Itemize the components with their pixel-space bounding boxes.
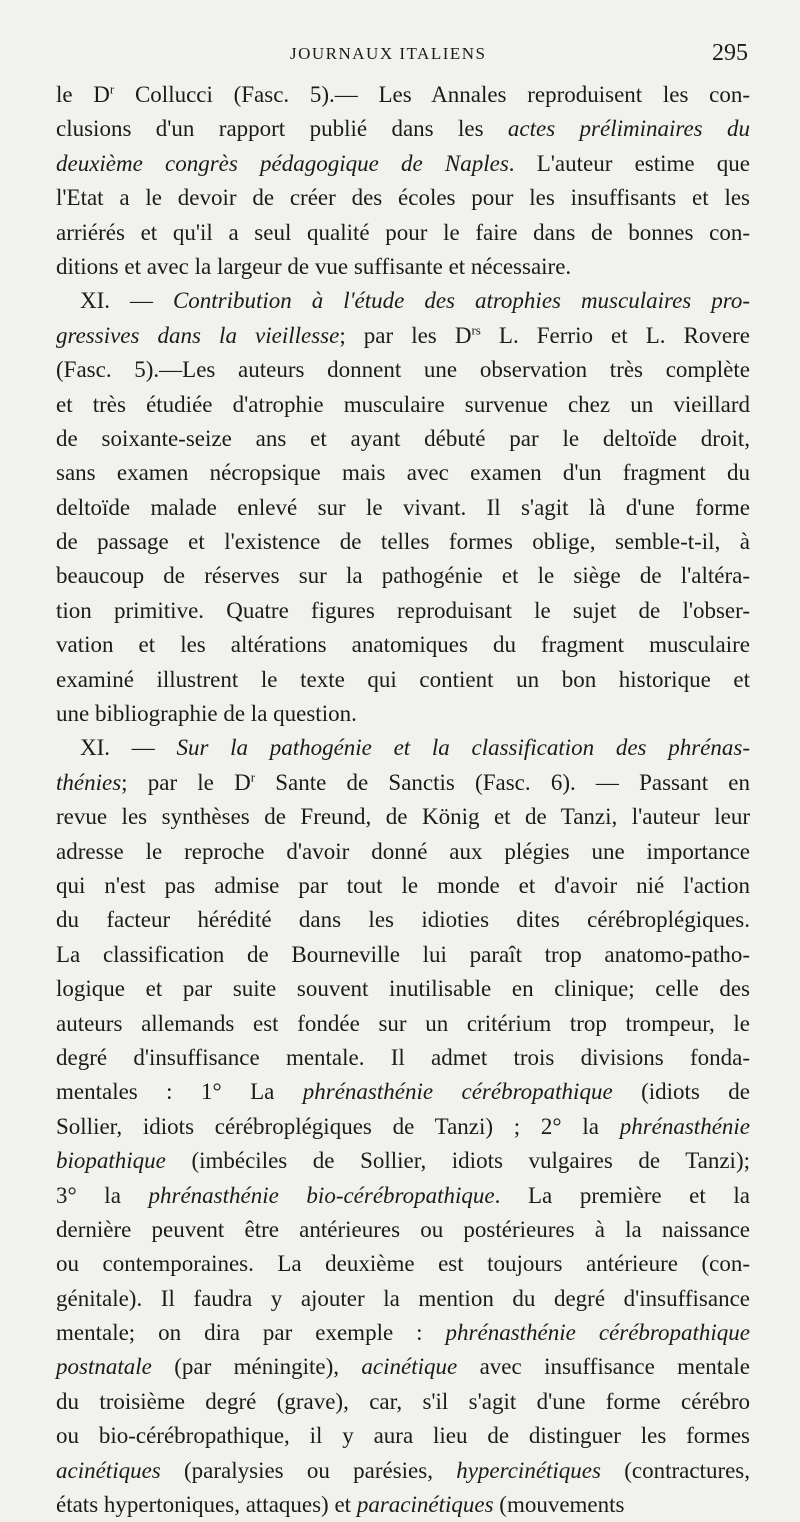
- text-line: deltoïde malade enlevé sur le vivant. Il s'agit là d'une forme: [56, 494, 750, 520]
- text-line: mentale; on dira par exemple : phrénasthénie cérébropathique: [56, 1320, 750, 1346]
- text-line: sans examen nécropsique mais avec examen d'un fragment du: [56, 460, 750, 486]
- text-line: mentales : 1° La phrénasthénie cérébropathique (idiots de: [56, 1079, 750, 1105]
- text-line: de passage et l'existence de telles formes oblige, semble-t-il, à: [56, 529, 750, 555]
- text-line: états hypertoniques, attaques) et paracinétiques (mouvements: [56, 1492, 625, 1518]
- text-line: XI. — Sur la pathogénie et la classification des phrénas-: [80, 735, 750, 761]
- text-line: du facteur hérédité dans les idioties dites cérébroplégiques.: [56, 907, 750, 933]
- text-line: Sollier, idiots cérébroplégiques de Tanzi) ; 2° la phrénasthénie: [56, 1113, 750, 1139]
- text-line: adresse le reproche d'avoir donné aux plégies une importance: [56, 838, 750, 864]
- text-line: l'Etat a le devoir de créer des écoles pour les insuffisants et les: [56, 185, 750, 211]
- text-line: postnatale (par méningite), acinétique avec insuffisance mentale: [56, 1354, 750, 1380]
- text-line: tion primitive. Quatre figures reproduisant le sujet de l'obser-: [56, 597, 750, 623]
- text-line: génitale). Il faudra y ajouter la mention du degré d'insuffisance: [56, 1285, 750, 1311]
- running-title: JOURNAUX ITALIENS: [290, 44, 487, 63]
- page-header: [0, 40, 800, 74]
- text-line: du troisième degré (grave), car, s'il s'agit d'une forme cérébro: [56, 1388, 750, 1414]
- text-line: 3° la phrénasthénie bio-cérébropathique. La première et la: [56, 1182, 750, 1208]
- text-line: vation et les altérations anatomiques du fragment musculaire: [56, 632, 750, 658]
- text-line: (Fasc. 5).—Les auteurs donnent une observation très complète: [56, 357, 750, 383]
- text-line: auteurs allemands est fondée sur un critérium trop trompeur, le: [56, 1010, 750, 1036]
- text-line: logique et par suite souvent inutilisable en clinique; celle des: [56, 976, 750, 1002]
- text-line: biopathique (imbéciles de Sollier, idiots vulgaires de Tanzi);: [56, 1148, 750, 1174]
- text-line: beaucoup de réserves sur la pathogénie et le siège de l'altéra-: [56, 563, 750, 589]
- text-line: et très étudiée d'atrophie musculaire survenue chez un vieillard: [56, 391, 750, 417]
- text-line: thénies; par le $D^r$ Sante de Sanctis (Fasc. 6). — Passant en: [56, 769, 751, 795]
- text-line: de soixante-seize ans et ayant débuté par le deltoïde droit,: [56, 425, 750, 451]
- text-line: ditions et avec la largeur de vue suffisante et nécessaire.: [56, 253, 572, 279]
- text-line: revue les synthèses de Freund, de König et de Tanzi, l'auteur leur: [56, 804, 750, 830]
- body-text: [56, 78, 750, 1522]
- text-line: qui n'est pas admise par tout le monde et d'avoir nié l'action: [56, 872, 750, 898]
- text-line: dernière peuvent être antérieures ou postérieures à la naissance: [56, 1216, 750, 1242]
- text-line: ou bio-cérébropathique, il y aura lieu de distinguer les formes: [56, 1423, 750, 1449]
- text-line: ou contemporaines. La deuxième est toujours antérieure (con-: [56, 1251, 750, 1277]
- text-line: XI. — Contribution à l'étude des atrophies musculaires pro-: [80, 288, 750, 314]
- text-line: La classification de Bourneville lui paraît trop anatomo-patho-: [56, 941, 750, 967]
- text-line: le $D^r$ Collucci (Fasc. 5).— Les Annales reproduisent les con-: [56, 81, 750, 107]
- page-number: 295: [712, 40, 748, 66]
- text-line: examiné illustrent le texte qui contient un bon historique et: [56, 666, 750, 692]
- text-line: arriérés et qu'il a seul qualité pour le faire dans de bonnes con-: [56, 219, 750, 245]
- text-line: degré d'insuffisance mentale. Il admet trois divisions fonda-: [56, 1044, 750, 1070]
- text-line: clusions d'un rapport publié dans les actes préliminaires du: [56, 116, 750, 142]
- text-line: gressives dans la vieillesse; par les $D^{rs}$ L. Ferrio et L. Rovere: [56, 322, 750, 348]
- text-line: deuxième congrès pédagogique de Naples. L'auteur estime que: [56, 150, 751, 176]
- text-line: acinétiques (paralysies ou parésies, hypercinétiques (contractures,: [56, 1457, 751, 1483]
- text-line: une bibliographie de la question.: [56, 701, 357, 727]
